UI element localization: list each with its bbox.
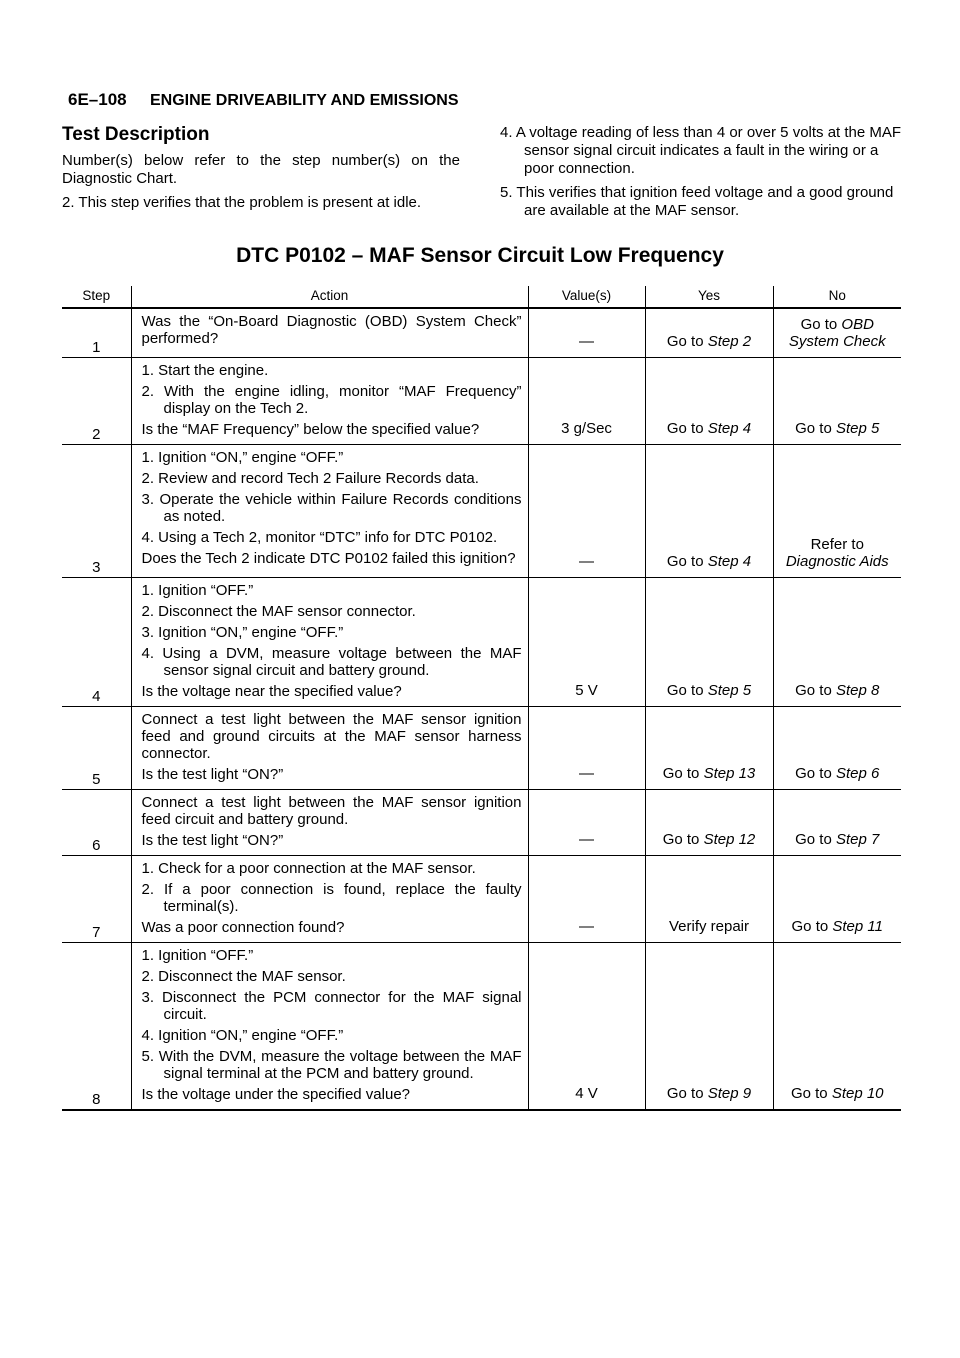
header-no: No [773,286,901,308]
value-cell: 3 g/Sec [528,358,645,445]
step-number: 2 [62,358,131,445]
yes-cell [645,358,773,445]
action-question: Is the “MAF Frequency” below the specified value? [141,421,480,438]
no-prefix: Refer to [810,536,864,553]
no-cell [773,578,901,707]
value-cell: — [528,308,645,358]
action-item: 2. Review and record Tech 2 Failure Records data. [141,470,479,487]
test-description-left [62,124,460,218]
diagnostic-table [62,286,901,1111]
table-row [62,707,901,790]
action-text: Was the “On-Board Diagnostic (OBD) System Check” performed? [141,313,522,347]
table-body [62,308,901,1110]
action-item: 2. With the engine idling, monitor “MAF Frequency” display on the Tech 2. [141,383,522,417]
yes-step-reference: Step 5 [707,682,752,699]
yes-cell [645,578,773,707]
no-step-reference: Step 6 [835,765,880,782]
no-cell [773,445,901,578]
yes-prefix: Go to [666,420,704,437]
no-cell [773,943,901,1111]
action-text: Connect a test light between the MAF sensor ignition feed circuit and battery ground. [141,794,522,828]
no-cell [773,790,901,856]
value-cell: — [528,707,645,790]
action-item: 4. Using a Tech 2, monitor “DTC” info for DTC P0102. [141,529,498,546]
step-number: 5 [62,707,131,790]
action-question: Was a poor connection found? [141,919,345,936]
action-cell [131,308,528,358]
yes-cell [645,856,773,943]
action-cell [131,578,528,707]
step-number: 4 [62,578,131,707]
yes-cell [645,707,773,790]
test-description-item-5: 5. This verifies that ignition feed voltage and a good ground are available at the MAF sensor. [500,184,894,219]
no-prefix: Go to [790,1085,828,1102]
yes-prefix: Go to [662,765,700,782]
action-question: Is the test light “ON?” [141,766,284,783]
yes-cell [645,308,773,358]
action-text: Does the Tech 2 indicate DTC P0102 failed this ignition? [141,550,516,567]
action-question: Is the voltage under the specified value? [141,1086,411,1103]
yes-prefix: Go to [666,1085,704,1102]
action-item: 2. Disconnect the MAF sensor. [141,968,346,985]
table-row [62,943,901,1111]
dtc-title: DTC P0102 – MAF Sensor Circuit Low Frequency [236,244,724,267]
step-number: 7 [62,856,131,943]
no-prefix: Go to [795,420,832,437]
action-cell [131,790,528,856]
yes-cell [645,943,773,1111]
table-row [62,578,901,707]
test-description-item-4: 4. A voltage reading of less than 4 or over 5 volts at the MAF sensor signal circuit indicates a fault in the wiring or a poor connection. [500,124,902,177]
table-row [62,358,901,445]
no-step-reference: Step 8 [835,682,880,699]
action-question: Is the voltage near the specified value? [141,683,402,700]
page-number: 6E–108 [68,90,127,109]
test-description-title: Test Description [62,124,210,145]
no-prefix: Go to [795,831,832,848]
no-step-reference: Diagnostic Aids [785,553,889,570]
header-yes: Yes [645,286,773,308]
action-item: 4. Ignition “ON,” engine “OFF.” [141,1027,344,1044]
step-number: 1 [62,308,131,358]
action-item: 4. Using a DVM, measure voltage between the MAF sensor signal circuit and battery ground. [141,645,522,679]
value-cell: — [528,445,645,578]
no-prefix: Go to [795,765,832,782]
action-cell [131,707,528,790]
no-prefix: Go to [800,316,838,333]
step-number: 3 [62,445,131,578]
action-item: 5. With the DVM, measure the voltage between the MAF signal terminal at the PCM and battery ground. [141,1048,522,1082]
yes-cell [645,790,773,856]
yes-cell [645,445,773,578]
action-item: 3. Disconnect the PCM connector for the MAF signal circuit. [141,989,522,1023]
action-item: 1. Ignition “OFF.” [141,582,254,599]
action-item: 2. If a poor connection is found, replace the faulty terminal(s). [141,881,522,915]
action-text: Connect a test light between the MAF sensor ignition feed and ground circuits at the MAF sensor harness connector. [141,711,522,762]
action-item: 2. Disconnect the MAF sensor connector. [141,603,416,620]
yes-prefix: Verify repair [668,918,750,935]
table-row [62,856,901,943]
no-prefix: Go to [795,682,832,699]
table-header-row [62,286,901,308]
no-prefix: Go to [791,918,829,935]
test-description-right [500,124,902,226]
action-item: 1. Ignition “OFF.” [141,947,254,964]
no-step-reference: Step 7 [835,831,880,848]
yes-prefix: Go to [662,831,700,848]
action-item: 3. Operate the vehicle within Failure Records conditions as noted. [141,491,522,525]
yes-prefix: Go to [666,553,704,570]
test-description-intro: Number(s) below refer to the step number(s) on the Diagnostic Chart. [62,152,460,187]
no-step-reference: Step 10 [831,1085,884,1102]
table-row [62,308,901,358]
yes-step-reference: Step 13 [703,765,756,782]
header-value: Value(s) [528,286,645,308]
no-step-reference: Step 11 [832,918,883,935]
action-question: Is the test light “ON?” [141,832,284,849]
no-cell [773,358,901,445]
action-cell [131,358,528,445]
yes-prefix: Go to [666,333,704,350]
yes-step-reference: Step 4 [707,420,752,437]
value-cell: 4 V [528,943,645,1111]
header-step: Step [62,286,131,308]
header-action: Action [131,286,528,308]
no-cell [773,308,901,358]
no-step-reference: Step 5 [835,420,880,437]
section-title: ENGINE DRIVEABILITY AND EMISSIONS [150,92,459,109]
step-number: 8 [62,943,131,1111]
table-row [62,790,901,856]
action-item: 1. Start the engine. [141,362,269,379]
test-description-item-2: 2. This step verifies that the problem is present at idle. [62,194,422,211]
yes-step-reference: Step 12 [703,831,756,848]
action-item: 1. Check for a poor connection at the MAF sensor. [141,860,476,877]
yes-step-reference: Step 9 [707,1085,752,1102]
value-cell: — [528,856,645,943]
action-cell [131,943,528,1111]
no-cell [773,707,901,790]
yes-step-reference: Step 4 [707,553,752,570]
value-cell: — [528,790,645,856]
value-cell: 5 V [528,578,645,707]
action-item: 3. Ignition “ON,” engine “OFF.” [141,624,344,641]
table-row [62,445,901,578]
action-cell [131,856,528,943]
yes-step-reference: Step 2 [707,333,752,350]
yes-prefix: Go to [666,682,704,699]
no-cell [773,856,901,943]
action-cell [131,445,528,578]
step-number: 6 [62,790,131,856]
no-step-reference: OBD System Check [788,316,886,350]
action-item: 1. Ignition “ON,” engine “OFF.” [141,449,344,466]
